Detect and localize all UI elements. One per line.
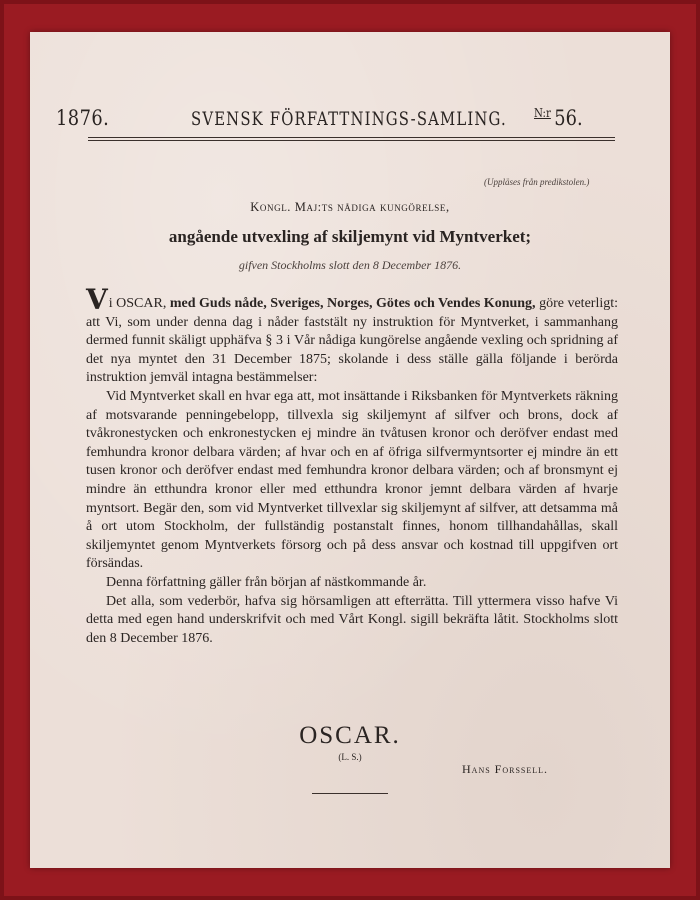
number-prefix: N:r <box>534 106 551 120</box>
decree-given-line: gifven Stockholms slott den 8 December 1876. <box>238 258 462 272</box>
header-rule-bottom <box>88 140 615 141</box>
header-number <box>534 106 583 130</box>
opening-text: göre veterligt: att Vi, som under denna dag i nåder faststält ny instruktion för Myntverket, i sammanhang dermed funnit skäligt upphäfva § 3 i Vår nådiga kungörelse angående vexling och spridning af det nya myntet den 31 December 1875; skolande i dess ställe gälla följande i berörda instruktion jemväl intagna bestämmelser: <box>86 296 619 386</box>
decree-subject: angående utvexling af skiljemynt vid Myntverket; <box>168 227 532 246</box>
header-title: SVENSK FÖRFATTNINGS-SAMLING. <box>191 108 507 130</box>
drop-cap: V <box>86 283 108 316</box>
header-rule-top <box>88 137 615 138</box>
header-year: 1876. <box>56 106 110 130</box>
paragraph-exchange: Vid Myntverket skall en hvar ega att, mot insättande i Riksbanken för Myntverkets räkning af motsvarande penningebelopp, tillvexla sig skiljemynt af silfver och brons, dock af tvåkronestycken och enkronestycken ej mindre än tvåtusen kronor och deröfver endast med femhundra kronor delbara värden; af hvar och en af öfriga silfvermyntsorter ej mindre än ett tusen kronor och deröfver endast med femhundra kronor delbara värden; och af bronsmynt ej mindre än etthundra kronor eller med etthundra kronor jemnt delbara värden af hvarje myntsort. Begär den, som vid Myntverket tillvexlar sig skiljemynt af silfver, att detsamma må å ort utom Stockholm, der fullständig postanstalt finnes, honom tillhandahållas, skall skiljemyntet genom Myntverkets försorg och på dess ansvar och kostnad till uppgifven ort försändas. <box>86 388 618 572</box>
pulpit-note: (Uppläses från predikstolen.) <box>484 177 590 187</box>
seal-mark: (L. S.) <box>338 752 362 762</box>
king-title: med Guds nåde, Sveriges, Norges, Götes och Vendes Konung, <box>169 296 536 311</box>
decree-body <box>86 283 619 648</box>
paragraph-closing: Det alla, som vederbör, hafva sig hörsamligen att efterrätta. Till yttermera visso hafve Vi detta med egen hand underskrifvit och med Vårt Kongl. sigill bekräfta låtit. Stockholms slott den 8 December 1876. <box>86 593 618 646</box>
royal-signature: OSCAR. <box>299 722 401 749</box>
countersignature: Hans Forssell. <box>462 762 549 776</box>
opening-paragraph <box>86 283 619 388</box>
decree-heading: Kongl. Maj:ts nådiga kungörelse, <box>250 200 450 214</box>
document-header <box>56 104 616 138</box>
number-value: 56. <box>554 106 583 130</box>
end-rule <box>312 793 388 794</box>
king-name: i OSCAR, <box>108 296 167 311</box>
paragraph-effective: Denna författning gäller från början af nästkommande år. <box>106 574 427 590</box>
